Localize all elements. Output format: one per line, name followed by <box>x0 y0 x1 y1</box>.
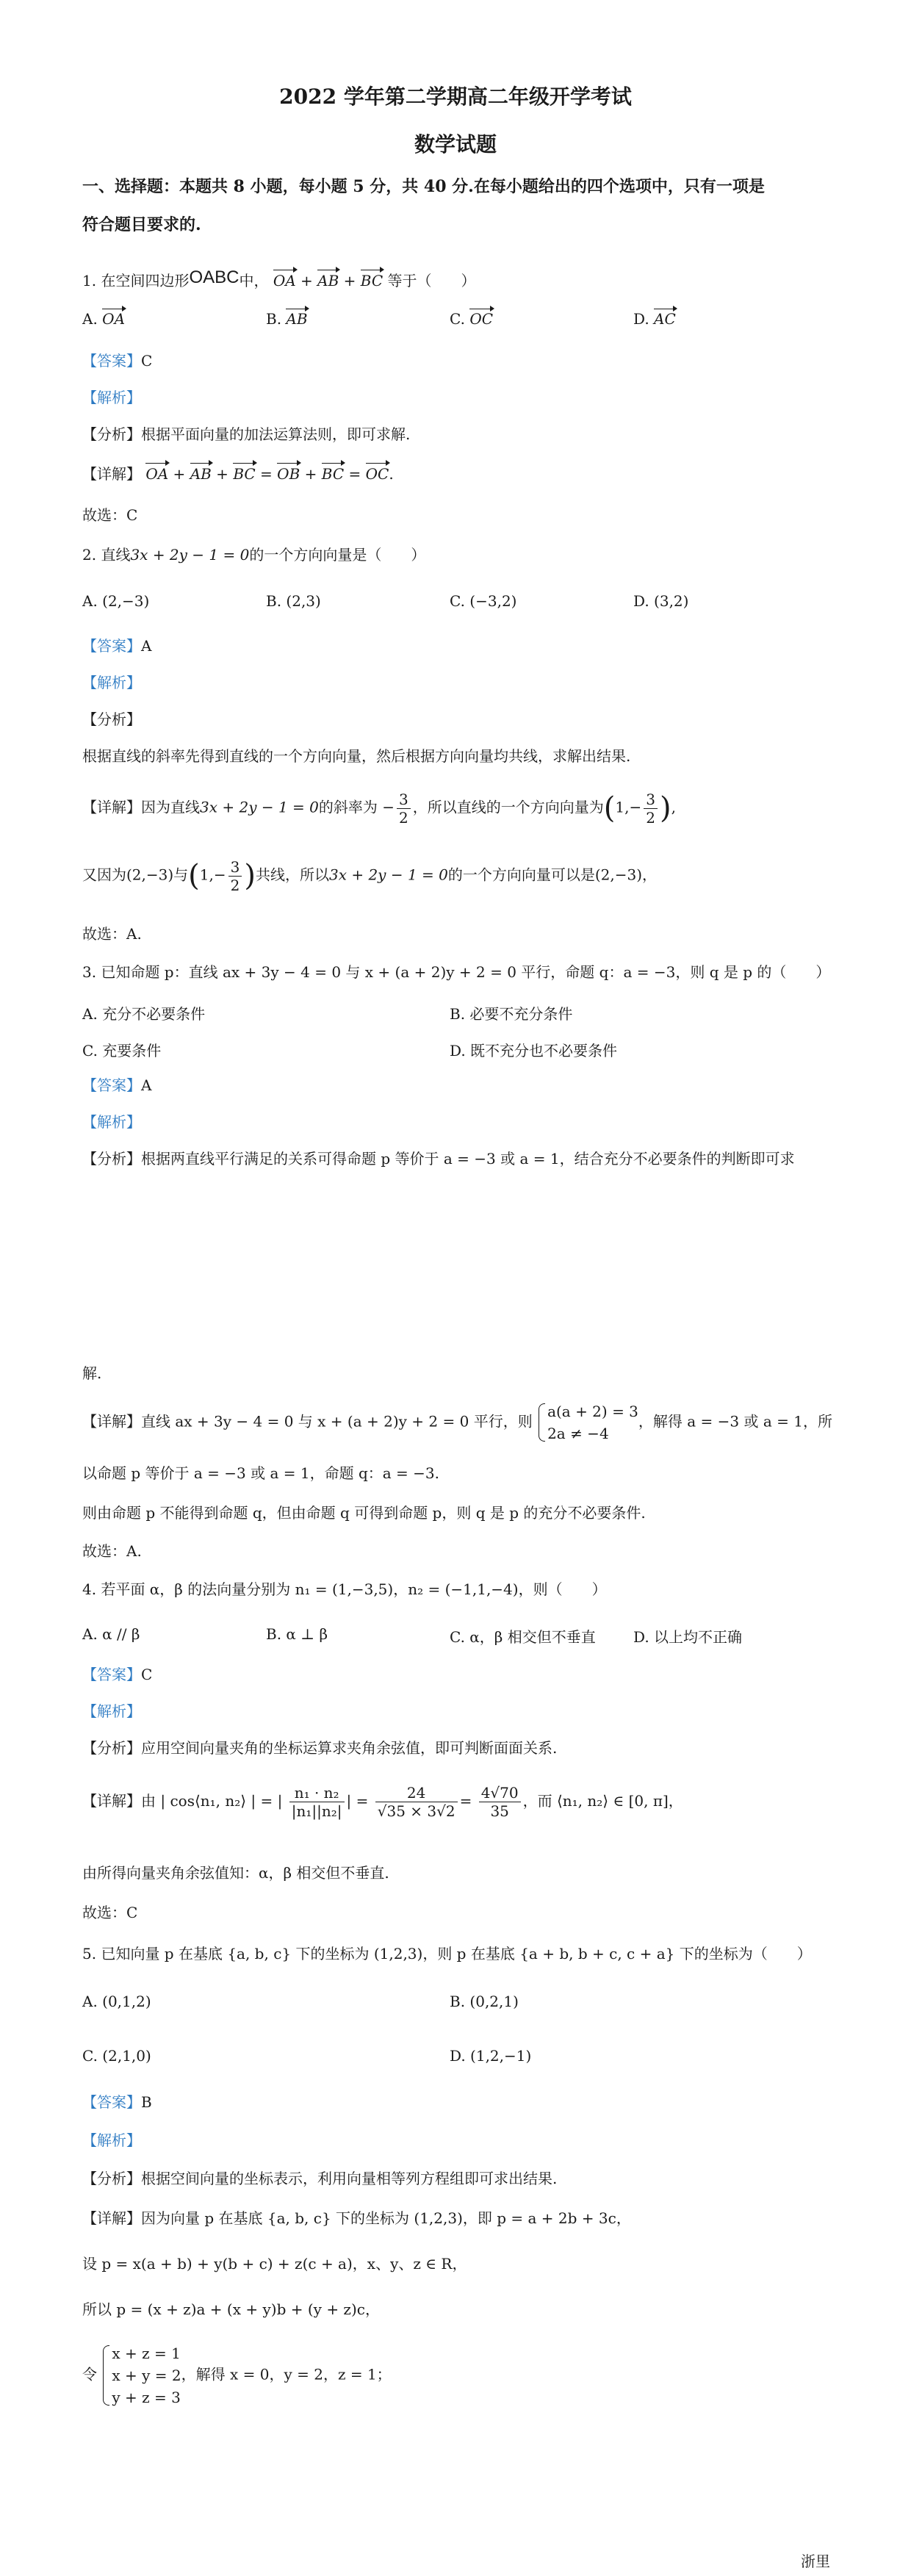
q3-detail-2: 以命题 p 等价于 a = −3 或 a = 1，命题 q：a = −3. <box>82 1464 439 1482</box>
exam-subtitle: 数学试题 <box>414 132 497 156</box>
q3-option-b: B. 必要不充分条件 <box>450 1005 573 1023</box>
q3-analysis-label: 【解析】 <box>82 1113 141 1131</box>
q3-option-c: C. 充要条件 <box>82 1042 162 1059</box>
q5-detail-1: 【详解】因为向量 p 在基底 {a, b, c} 下的坐标为 (1,2,3)，即 p = a + 2b + 3c， <box>82 2209 631 2227</box>
q5-stem: 5. 已知向量 p 在基底 {a, b, c} 下的坐标为 (1,2,3)，则 p 在基底 {a + b, b + c, c + a} 下的坐标为（ ） <box>82 1945 812 1962</box>
q3-option-a: A. 充分不必要条件 <box>82 1005 206 1023</box>
q5-detail-3: 所以 p = (x + z)a + (x + y)b + (y + z)c， <box>82 2300 380 2318</box>
q3-stem: 3. 已知命题 p：直线 ax + 3y − 4 = 0 与 x + (a + 2)y + 2 = 0 平行，命题 q：a = −3，则 q 是 p 的（ ） <box>82 963 831 981</box>
q2-option-b: B. (2,3) <box>266 592 321 610</box>
q1-option-b: B. AB <box>266 310 308 328</box>
q5-option-b: B. (0,2,1) <box>450 1993 519 2010</box>
q2-option-a: A. (2,−3) <box>82 592 150 610</box>
q2-stem: 2. 直线3x + 2y − 1 = 0的一个方向向量是（ ） <box>82 546 426 564</box>
q4-answer: 【答案】C <box>82 1666 153 1683</box>
q1-option-c: C. OC <box>450 310 494 328</box>
q5-option-a: A. (0,1,2) <box>82 1993 151 2010</box>
q4-option-d: D. 以上均不正确 <box>633 1628 743 1646</box>
q3-detail-1: 【详解】直线 ax + 3y − 4 = 0 与 x + (a + 2)y + 2 = 0 平行，则 a(a + 2) = 3 2a ≠ −4 ，解得 a = −3 或 a = 1，所 <box>82 1400 832 1444</box>
page-footer: 浙里 <box>801 2552 830 2570</box>
q1-stem: 1. 在空间四边形OABC中， OA + AB + BC 等于（ ） <box>82 267 476 289</box>
q2-option-c: C. (−3,2) <box>450 592 517 610</box>
q4-analysis-label: 【解析】 <box>82 1702 141 1720</box>
q2-detail-2: 又因为(2,−3)与(1,− $\frac{3}{2}$ )共线，所以3x + 2y − 1 = 0的一个方向向量可以是(2,−3)， <box>82 857 658 894</box>
q4-option-a: A. α // β <box>82 1625 140 1643</box>
q4-option-c: C. α，β 相交但不垂直 <box>450 1628 596 1646</box>
q1-fenxi: 【分析】根据平面向量的加法运算法则，即可求解. <box>82 425 411 443</box>
q5-detail-4: 令 x + z = 1 x + y = 2 y + z = 3 ，解得 x = 0，y = 2，z = 1； <box>82 2342 392 2408</box>
q5-detail-2: 设 p = x(a + b) + y(b + c) + z(c + a)，x、y、z ∈ R， <box>82 2255 467 2273</box>
q4-choose: 故选：C <box>82 1904 138 1921</box>
section-heading-cont: 符合题目要求的. <box>82 215 201 234</box>
q1-analysis-label: 【解析】 <box>82 389 141 406</box>
q3-option-d: D. 既不充分也不必要条件 <box>450 1042 618 1059</box>
q3-fenxi-end: 解. <box>82 1364 102 1382</box>
q1-answer: 【答案】C <box>82 352 153 370</box>
q1-option-d: D. AC <box>633 310 676 328</box>
q5-option-c: C. (2,1,0) <box>82 2047 151 2065</box>
q3-answer: 【答案】A <box>82 1076 152 1094</box>
q2-choose: 故选：A. <box>82 925 142 943</box>
q3-choose: 故选：A. <box>82 1542 142 1560</box>
q5-fenxi: 【分析】根据空间向量的坐标表示，利用向量相等列方程组即可求出结果. <box>82 2170 558 2187</box>
q2-answer: 【答案】A <box>82 637 152 655</box>
q3-equation-system: a(a + 2) = 3 2a ≠ −4 <box>537 1400 638 1444</box>
q1-choose: 故选：C <box>82 506 138 524</box>
q2-fenxi: 根据直线的斜率先得到直线的一个方向向量，然后根据方向向量均共线，求解出结果. <box>82 747 631 765</box>
q2-fenxi-label: 【分析】 <box>82 710 141 728</box>
q4-stem: 4. 若平面 α，β 的法向量分别为 n₁ = (1,−3,5)，n₂ = (−1,1,−4)，则（ ） <box>82 1580 607 1598</box>
q2-detail-1: 【详解】因为直线3x + 2y − 1 = 0的斜率为 − $\frac{3}{2}$ ，所以直线的一个方向向量为(1,− $\frac{3}{2}$ ), <box>82 790 676 827</box>
q4-option-b: B. α ⊥ β <box>266 1625 328 1643</box>
section-heading: 一、选择题：本题共 8 小题，每小题 5 分，共 40 分.在每小题给出的四个选项中，只有一项是 <box>82 177 765 196</box>
q4-detail-2: 由所得向量夹角余弦值知：α，β 相交但不垂直. <box>82 1864 389 1882</box>
q1-option-a: A. OA <box>82 310 126 328</box>
q4-detail-1: 【详解】由 | cos⟨n₁, n₂⟩ | = | $\frac{\text{n₁ · n₂}}{\text{|n₁||n₂|}}$ | = $\frac{24}{√35 \times 3√2}$ = $\frac{4√70}{35}$ ，而 ⟨n₁, n₂⟩ ∈ [0, π]， <box>82 1784 683 1820</box>
q3-fenxi: 【分析】根据两直线平行满足的关系可得命题 p 等价于 a = −3 或 a = 1，结合充分不必要条件的判断即可求 <box>82 1150 795 1168</box>
q5-option-d: D. (1,2,−1) <box>450 2047 532 2065</box>
q5-answer: 【答案】B <box>82 2093 152 2111</box>
q5-analysis-label: 【解析】 <box>82 2131 141 2149</box>
q5-equation-system: x + z = 1 x + y = 2 y + z = 3 <box>101 2342 181 2408</box>
exam-title: 2022 学年第二学期高二年级开学考试 <box>279 84 632 109</box>
q4-fenxi: 【分析】应用空间向量夹角的坐标运算求夹角余弦值，即可判断面面关系. <box>82 1739 558 1757</box>
q2-analysis-label: 【解析】 <box>82 674 141 691</box>
q3-detail-3: 则由命题 p 不能得到命题 q，但由命题 q 可得到命题 p，则 q 是 p 的充分不必要条件. <box>82 1504 646 1522</box>
q1-detail: 【详解】 OA + AB + BC = OB + BC = OC. <box>82 465 394 483</box>
q2-option-d: D. (3,2) <box>633 592 689 610</box>
